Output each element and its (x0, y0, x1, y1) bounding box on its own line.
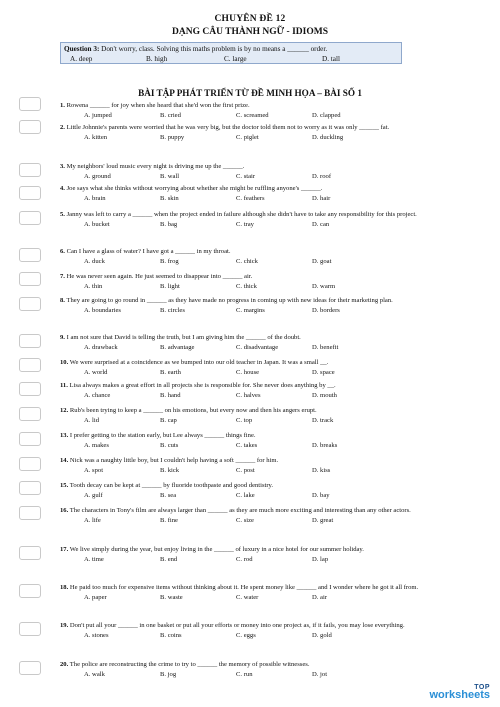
option-d: D. jot (312, 671, 328, 678)
option-b: B. end (160, 556, 178, 563)
question-text (60, 481, 432, 491)
question-body: I am not sure that David is telling the truth, but I am giving him the ______ of the doubt. (66, 334, 301, 341)
option-c: C. disadvantage (236, 344, 279, 351)
answer-box[interactable] (19, 186, 41, 200)
example-text: Don't worry, class. Solving this maths problem is by no means a ______ order. (99, 45, 328, 53)
question-number: 14. (60, 457, 69, 464)
answer-box[interactable] (19, 432, 41, 446)
question-body: Tooth decay can be kept at ______ by fluoride toothpaste and good dentistry. (69, 482, 274, 489)
question-body: Can I have a glass of water? I have got a ______ in my throat. (66, 248, 231, 255)
question-body: We live simply during the year, but enjoy living in the ______ of luxury in a nice hotel for our summer holiday. (69, 546, 364, 553)
option-c: C. chick (236, 258, 258, 265)
option-b: B. circles (160, 307, 185, 314)
question-text (60, 272, 432, 282)
option-b: B. kick (160, 467, 180, 474)
question-body: Nick was a naughty little boy, but I couldn't help having a soft ______ for him. (69, 457, 279, 464)
option-d: D. air (312, 594, 328, 601)
question-number: 12. (60, 407, 69, 414)
question-body: Little Johnnie's parents were worried that he was very big, but the doctor told them not to worry as it was only ______ fat. (66, 124, 390, 131)
question-text (60, 162, 432, 172)
option-a: A. duck (84, 258, 105, 265)
chapter-subtitle: DẠNG CÂU THÀNH NGỮ - IDIOMS (172, 27, 328, 37)
question-number: 17. (60, 546, 69, 553)
option-a: A. life (84, 517, 101, 524)
option-c: C. takes (236, 442, 258, 449)
question-number: 9. (60, 334, 65, 341)
answer-box[interactable] (19, 163, 41, 177)
option-a: A. drawback (84, 344, 118, 351)
question-item (60, 456, 432, 476)
question-body: The police are reconstructing the crime to try to ______ the memory of possible witnesses. (69, 661, 310, 668)
question-body: My neighbors' loud music every night is driving me up the ______. (66, 163, 245, 170)
question-number: 8. (60, 297, 65, 304)
question-options (60, 491, 432, 501)
question-options (60, 466, 432, 476)
option-d: D. breaks (312, 442, 338, 449)
question-body: Joe says what she thinks without worrying about whether she might be ruffling anyone's ______. (66, 185, 323, 192)
question-item (60, 101, 432, 121)
question-options (60, 631, 432, 641)
example-option-c: C. large (224, 55, 247, 63)
example-question-box (60, 42, 402, 64)
question-options (60, 593, 432, 603)
question-body: The characters in Tony's film are always larger than ______ as they are much more exciting and interesting than any other actors. (69, 507, 411, 514)
option-b: B. cap (160, 417, 177, 424)
answer-box[interactable] (19, 382, 41, 396)
question-body: Janny was left to carry a ______ when the project ended in failure although she didn't have to take any responsibility for this project. (66, 211, 417, 218)
option-c: C. feathers (236, 195, 265, 202)
option-a: A. gulf (84, 492, 103, 499)
question-number: 16. (60, 507, 69, 514)
question-text (60, 333, 432, 343)
question-body: I prefer getting to the station early, but Lee always ______ things fine. (69, 432, 256, 439)
option-b: B. puppy (160, 134, 185, 141)
option-d: D. mouth (312, 392, 337, 399)
option-d: D. benefit (312, 344, 339, 351)
answer-box[interactable] (19, 457, 41, 471)
chapter-title: CHUYÊN ĐỀ 12 (214, 14, 286, 24)
option-a: A. time (84, 556, 104, 563)
answer-box[interactable] (19, 211, 41, 225)
logo-top-text: TOP (474, 684, 490, 691)
question-body: Rub's been trying to keep a ______ on his emotions, but every now and then his angers erupt. (69, 407, 317, 414)
option-b: B. fine (160, 517, 178, 524)
question-item (60, 583, 432, 603)
question-item (60, 660, 432, 680)
option-d: D. space (312, 369, 335, 376)
option-a: A. jumped (84, 112, 112, 119)
option-c: C. size (236, 517, 254, 524)
question-text (60, 123, 432, 133)
option-b: B. cuts (160, 442, 179, 449)
question-number: 20. (60, 661, 69, 668)
question-number: 7. (60, 273, 65, 280)
question-options (60, 368, 432, 378)
question-item (60, 333, 432, 353)
answer-box[interactable] (19, 481, 41, 495)
option-a: A. ground (84, 173, 111, 180)
answer-box[interactable] (19, 272, 41, 286)
answer-box[interactable] (19, 248, 41, 262)
question-item (60, 481, 432, 501)
answer-box[interactable] (19, 120, 41, 134)
option-c: C. stair (236, 173, 256, 180)
option-b: B. jog (160, 671, 177, 678)
question-text (60, 621, 432, 631)
option-c: C. run (236, 671, 253, 678)
answer-box[interactable] (19, 546, 41, 560)
question-text (60, 296, 432, 306)
option-c: C. top (236, 417, 253, 424)
question-options (60, 441, 432, 451)
option-d: D. duckling (312, 134, 344, 141)
option-c: C. thick (236, 283, 257, 290)
option-c: C. lake (236, 492, 255, 499)
question-body: He was never seen again. He just seemed to disappear into ______ air. (66, 273, 253, 280)
question-text (60, 660, 432, 670)
option-b: B. coins (160, 632, 182, 639)
answer-box[interactable] (19, 297, 41, 311)
option-b: B. advantage (160, 344, 195, 351)
option-d: D. roof (312, 173, 332, 180)
option-d: D. kiss (312, 467, 331, 474)
option-d: D. track (312, 417, 334, 424)
option-b: B. wall (160, 173, 180, 180)
option-d: D. gold (312, 632, 332, 639)
option-b: B. cried (160, 112, 181, 119)
question-item (60, 431, 432, 451)
question-text (60, 545, 432, 555)
option-c: C. water (236, 594, 259, 601)
option-a: A. world (84, 369, 108, 376)
question-item (60, 184, 432, 204)
question-options (60, 670, 432, 680)
option-b: B. waste (160, 594, 183, 601)
question-options (60, 111, 432, 121)
question-options (60, 257, 432, 267)
option-a: A. thin (84, 283, 103, 290)
option-b: B. earth (160, 369, 181, 376)
option-b: B. light (160, 283, 180, 290)
question-number: 5. (60, 211, 65, 218)
question-number: 13. (60, 432, 69, 439)
question-item (60, 162, 432, 182)
question-item (60, 358, 432, 378)
question-item (60, 296, 432, 316)
option-c: C. house (236, 369, 260, 376)
question-number: 19. (60, 622, 69, 629)
option-a: A. lid (84, 417, 100, 424)
answer-box[interactable] (19, 407, 41, 421)
answer-box[interactable] (19, 97, 41, 111)
option-c: C. tray (236, 221, 254, 228)
option-b: B. skin (160, 195, 179, 202)
answer-box[interactable] (19, 334, 41, 348)
question-item (60, 621, 432, 641)
option-b: B. sea (160, 492, 177, 499)
option-d: D. hair (312, 195, 331, 202)
question-body: Rowena ______ for joy when she heard that she'd won the first prize. (66, 102, 250, 109)
answer-box[interactable] (19, 358, 41, 372)
option-a: A. chance (84, 392, 111, 399)
question-text (60, 381, 432, 391)
question-item (60, 123, 432, 143)
option-c: C. post (236, 467, 255, 474)
option-b: B. frog (160, 258, 179, 265)
example-option-d: D. tall (322, 55, 340, 63)
question-item (60, 247, 432, 267)
option-a: A. stones (84, 632, 109, 639)
question-text (60, 456, 432, 466)
option-d: D. borders (312, 307, 340, 314)
question-options (60, 555, 432, 565)
option-d: D. can (312, 221, 330, 228)
question-options (60, 416, 432, 426)
question-text (60, 506, 432, 516)
question-number: 6. (60, 248, 65, 255)
option-c: C. piglet (236, 134, 259, 141)
question-item (60, 545, 432, 565)
option-a: A. spot (84, 467, 104, 474)
logo-bottom-text: worksheets (429, 689, 490, 701)
example-question (64, 44, 398, 54)
question-number: 2. (60, 124, 65, 131)
option-a: A. bucket (84, 221, 110, 228)
answer-box[interactable] (19, 506, 41, 520)
question-body: Lisa always makes a great effort in all projects she is responsible for. She never does anything by __. (69, 382, 336, 389)
question-number: 18. (60, 584, 69, 591)
option-a: A. kitten (84, 134, 108, 141)
question-options (60, 516, 432, 526)
brand-logo (429, 684, 490, 701)
option-c: C. eggs (236, 632, 256, 639)
question-options (60, 194, 432, 204)
question-text (60, 583, 432, 593)
option-c: C. margins (236, 307, 265, 314)
question-text (60, 184, 432, 194)
answer-box[interactable] (19, 584, 41, 598)
question-number: 15. (60, 482, 69, 489)
question-body: They are going to go round in ______ as they have made no progress in coming up with new ideas for their marketing plan. (66, 297, 393, 304)
option-a: A. makes (84, 442, 109, 449)
question-text (60, 406, 432, 416)
question-text (60, 358, 432, 368)
option-a: A. brain (84, 195, 106, 202)
question-options (60, 282, 432, 292)
question-body: He paid too much for expensive items without thinking about it. He spent money like ______ and I wonder where he got it all from. (69, 584, 419, 591)
option-d: D. bay (312, 492, 330, 499)
question-text (60, 247, 432, 257)
option-d: D. clapped (312, 112, 341, 119)
question-number: 10. (60, 359, 69, 366)
option-d: D. warm (312, 283, 336, 290)
question-text (60, 210, 432, 220)
example-options (64, 54, 398, 64)
question-item (60, 272, 432, 292)
option-c: C. halves (236, 392, 261, 399)
option-d: D. great (312, 517, 334, 524)
example-option-b: B. high (146, 55, 168, 63)
answer-box[interactable] (19, 622, 41, 636)
option-a: A. paper (84, 594, 107, 601)
example-label: Question 3: (64, 45, 100, 53)
option-d: D. lap (312, 556, 329, 563)
question-item (60, 506, 432, 526)
example-option-a: A. deep (70, 55, 93, 63)
question-options (60, 133, 432, 143)
question-number: 3. (60, 163, 65, 170)
question-body: We were surprised at a coincidence as we bumped into our old teacher in Japan. It was a small __. (69, 359, 329, 366)
question-number: 4. (60, 185, 65, 192)
option-a: A. walk (84, 671, 105, 678)
question-number: 1. (60, 102, 65, 109)
question-number: 11. (60, 382, 68, 389)
option-b: B. bag (160, 221, 178, 228)
option-a: A. boundaries (84, 307, 121, 314)
question-item (60, 406, 432, 426)
question-body: Don't put all your ______ in one basket or put all your efforts or money into one project as, if it fails, you may lose everything. (69, 622, 405, 629)
option-b: B. hand (160, 392, 181, 399)
option-c: C. screamed (236, 112, 269, 119)
question-options (60, 220, 432, 230)
question-item (60, 210, 432, 230)
question-text (60, 431, 432, 441)
question-options (60, 172, 432, 182)
question-options (60, 306, 432, 316)
question-options (60, 343, 432, 353)
question-item (60, 381, 432, 401)
question-options (60, 391, 432, 401)
question-text (60, 101, 432, 111)
answer-box[interactable] (19, 661, 41, 675)
option-c: C. rod (236, 556, 253, 563)
option-d: D. goat (312, 258, 332, 265)
section-title: BÀI TẬP PHÁT TRIỂN TỪ ĐỀ MINH HỌA – BÀI SỐ 1 (138, 88, 362, 98)
